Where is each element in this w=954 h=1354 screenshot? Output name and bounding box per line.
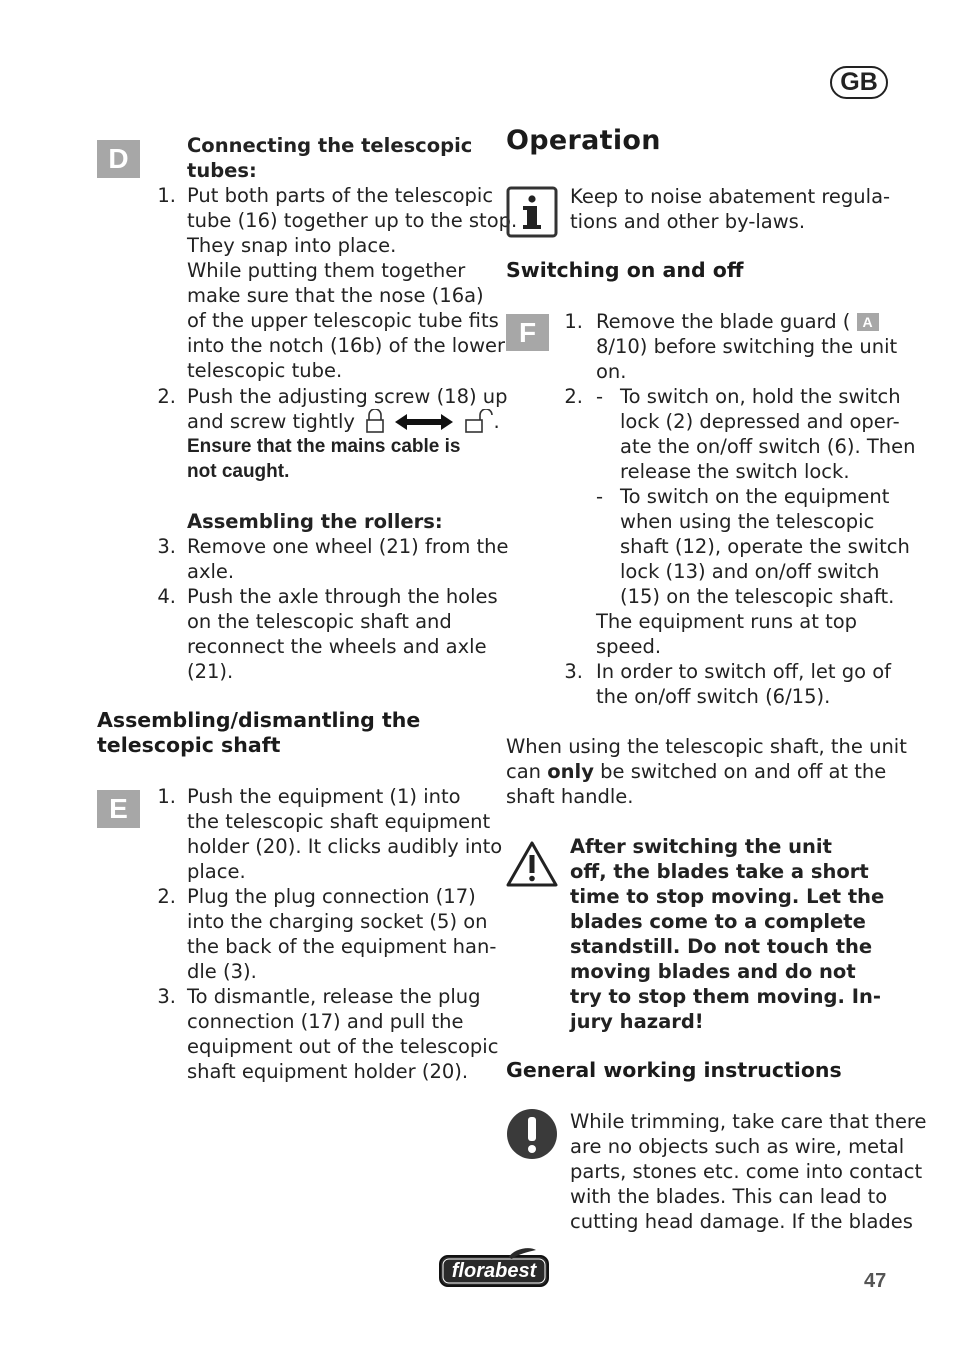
switching-heading: Switching on and off (506, 258, 744, 282)
item-3-text: Remove one wheel (21) from the axle. (187, 535, 509, 583)
connect-heading: Connecting the telescopic tubes: (187, 134, 473, 182)
f-item-2b-dash: - (596, 485, 604, 508)
language-badge: GB (830, 66, 888, 99)
item-3-number: 3. (157, 535, 176, 558)
item-2-line-1: Push the adjusting screw (18) up (187, 385, 508, 408)
warning-text: After switching the unit off, the blades take a short time to stop moving. Let the blades come to a complete standstill. Do not touch the moving blades and do not try to stop them moving. In- jury hazard! (570, 835, 885, 1033)
florabest-logo: florabest (438, 1246, 550, 1288)
item-4-text: Push the axle through the holes on the telescopic shaft and reconnect the wheels and axle (21). (187, 585, 498, 683)
f-item-3-text: In order to switch off, let go of the on/off switch (6/15). (596, 660, 892, 708)
shaft-heading: Assembling/dismantling the telescopic shaft (97, 708, 421, 757)
general-text: While trimming, take care that there are no objects such as wire, metal parts, stones etc. come into contact with the blades. This can lead to cutting head damage. If the blades (570, 1110, 927, 1233)
lock-open-icon (365, 409, 385, 433)
figure-a-badge: A (857, 313, 879, 331)
f-item-2a-text: To switch on, hold the switch lock (2) depressed and oper- ate the on/off switch (6). Then release the switch lock. (620, 385, 916, 483)
operation-title: Operation (506, 125, 661, 156)
cable-warning-text: Ensure that the mains cable is not caught. (187, 436, 461, 482)
page-number: 47 (864, 1270, 887, 1292)
general-heading: General working instructions (506, 1058, 842, 1082)
item-4-number: 4. (157, 585, 176, 608)
f-item-2-result: The equipment runs at top speed. (596, 610, 858, 658)
f-item-1-text: Remove the blade guard ( A 8/10) before switching the unit on. (596, 310, 898, 383)
e-item-3-number: 3. (157, 985, 176, 1008)
section-badge-d: D (97, 140, 140, 178)
f-item-3-number: 3. (564, 660, 583, 683)
e-item-1-text: Push the equipment (1) into the telescopic shaft equipment holder (20). It clicks audibly into place. (187, 785, 503, 883)
item-2-number: 2. (157, 385, 176, 408)
item-2-line-2: and screw tightly . (187, 410, 500, 433)
lock-closed-icon (464, 409, 494, 433)
info-text: Keep to noise abatement regula- tions and other by-laws. (570, 185, 891, 233)
warning-triangle-icon (506, 840, 558, 888)
rollers-heading: Assembling the rollers: (187, 510, 443, 533)
section-badge-e: E (97, 790, 140, 828)
e-item-2-number: 2. (157, 885, 176, 908)
e-item-2-text: Plug the plug connection (17) into the charging socket (5) on the back of the equipment han- dle (3). (187, 885, 497, 983)
item-1-number: 1. (157, 184, 176, 207)
e-item-1-number: 1. (157, 785, 176, 808)
info-icon (506, 186, 558, 238)
item-1-text: Put both parts of the telescopic tube (16) together up to the stop. They snap into place. While putting them together make sure that the nose (16a) of the upper telescopic tube fits into the notch (16b) of the lower telescopic tube. (187, 184, 518, 382)
f-item-2-number: 2. (564, 385, 583, 408)
e-item-3-text: To dismantle, release the plug connection (17) and pull the equipment out of the telescopic shaft equipment holder (20). (187, 985, 499, 1083)
f-item-1-number: 1. (564, 310, 583, 333)
f-item-2b-text: To switch on the equipment when using the telescopic shaft (12), operate the switch lock (13) and on/off switch (15) on the telescopic shaft. (620, 485, 910, 608)
telescopic-note: When using the telescopic shaft, the unit can only be switched on and off at the shaft handle. (506, 735, 907, 808)
section-badge-f: F (506, 314, 549, 351)
exclamation-circle-icon (506, 1108, 558, 1160)
double-arrow-icon (395, 413, 453, 431)
f-item-2a-dash: - (596, 385, 604, 408)
